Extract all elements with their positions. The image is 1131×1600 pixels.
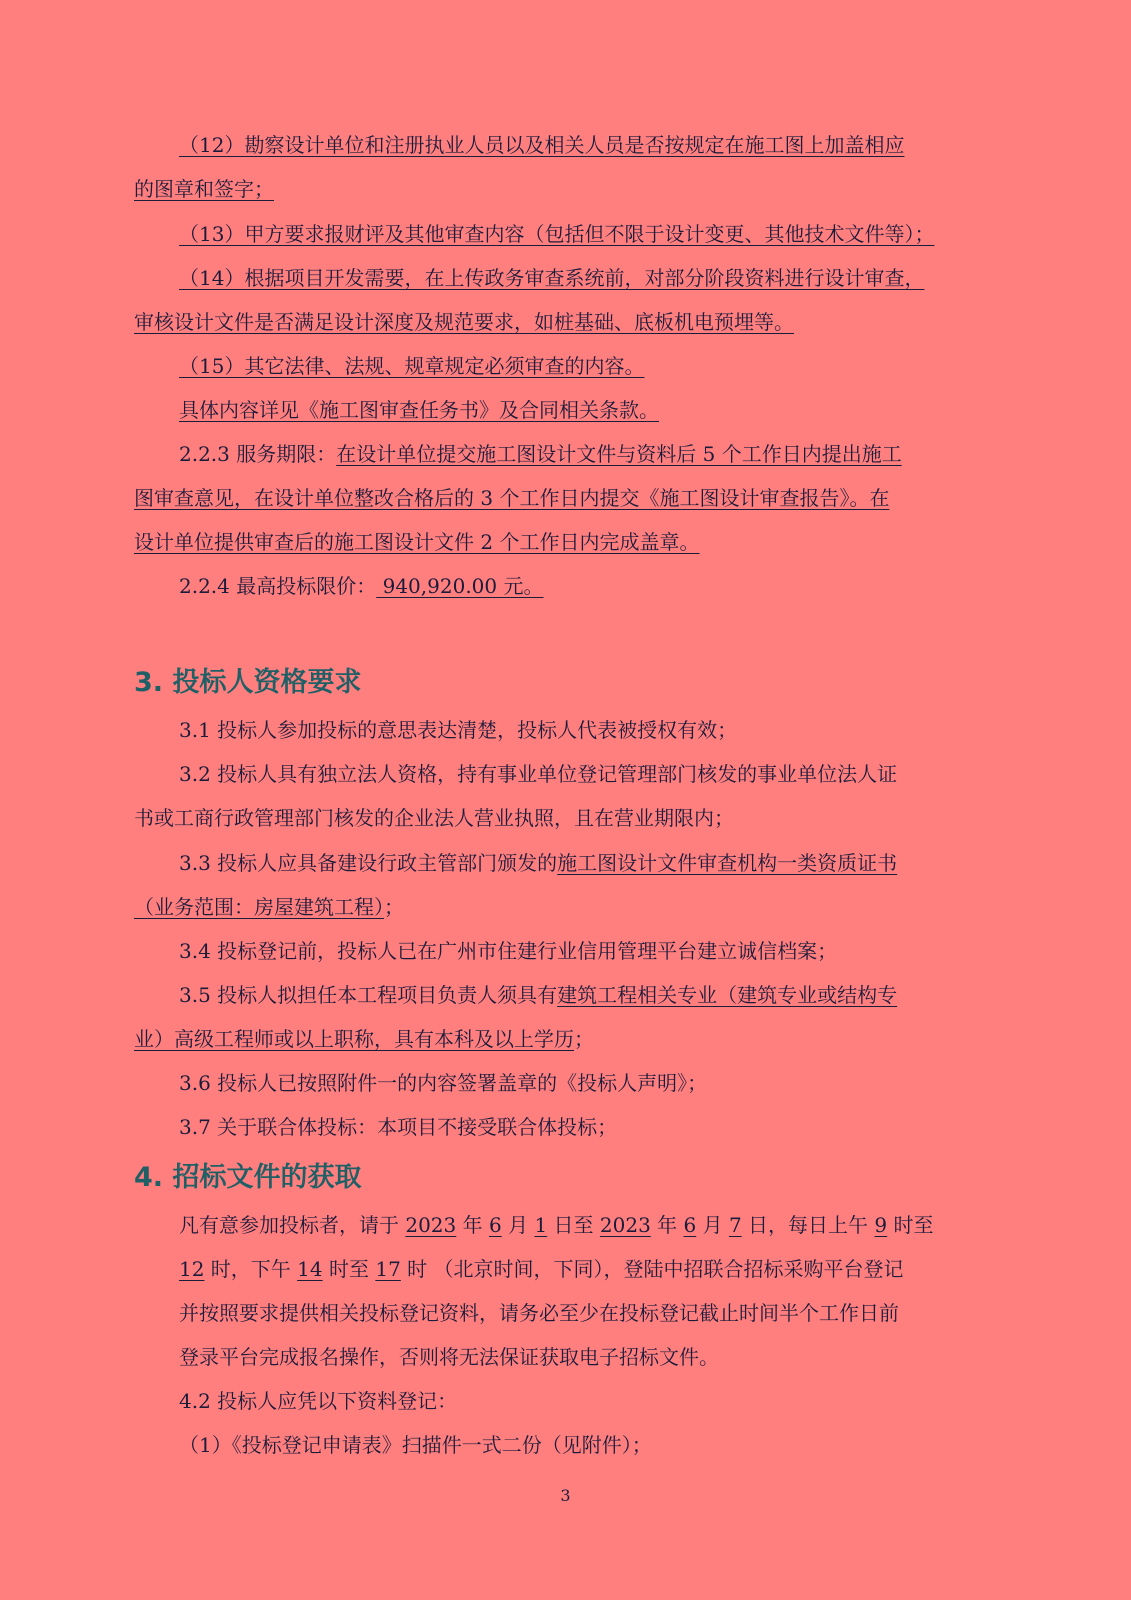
- req-3-6: 3.6 投标人已按照附件一的内容签署盖章的《投标人声明》；: [179, 1071, 708, 1095]
- service-period-line1: 2.2.3 服务期限：在设计单位提交施工图设计文件与资料后 5 个工作日内提出施工: [179, 442, 902, 466]
- req-3-5-line2: 业）高级工程师或以上职称，具有本科及以上学历；: [134, 1027, 594, 1051]
- req-3-7: 3.7 关于联合体投标：本项目不接受联合体投标；: [179, 1115, 618, 1139]
- acquire-line2: 12 时，下午 14 时至 17 时 （北京时间，下同），登陆中招联合招标采购平台登记: [179, 1257, 904, 1281]
- req-3-1: 3.1 投标人参加投标的意思表达清楚，投标人代表被授权有效；: [179, 718, 738, 742]
- req-3-5-line1: 3.5 投标人拟担任本工程项目负责人须具有建筑工程相关专业（建筑专业或结构专: [179, 983, 898, 1007]
- req-4-2-item1: （1）《投标登记申请表》扫描件一式二份（见附件）；: [179, 1433, 652, 1457]
- req-3-2-line2: 书或工商行政管理部门核发的企业法人营业执照，且在营业期限内；: [134, 806, 734, 830]
- req-3-4: 3.4 投标登记前，投标人已在广州市住建行业信用管理平台建立诚信档案；: [179, 939, 838, 963]
- req-3-3-line1: 3.3 投标人应具备建设行政主管部门颁发的施工图设计文件审查机构一类资质证书: [179, 851, 898, 875]
- item-14-line1: （14）根据项目开发需要，在上传政务审查系统前，对部分阶段资料进行设计审查，: [179, 266, 925, 290]
- service-period-line2: 图审查意见，在设计单位整改合格后的 3 个工作日内提交《施工图设计审查报告》。在: [134, 486, 890, 510]
- item-15: （15）其它法律、法规、规章规定必须审查的内容。: [179, 354, 645, 378]
- section4-heading: 4. 招标文件的获取: [134, 1162, 362, 1193]
- req-3-2-line1: 3.2 投标人具有独立法人资格，持有事业单位登记管理部门核发的事业单位法人证: [179, 762, 898, 786]
- section3-heading: 3. 投标人资格要求: [134, 667, 362, 698]
- item-14-line2: 审核设计文件是否满足设计深度及规范要求，如桩基础、底板机电预埋等。: [134, 310, 794, 334]
- max-bid-price: 2.2.4 最高投标限价： 940,920.00 元。: [179, 574, 544, 598]
- req-3-3-line2: （业务范围：房屋建筑工程）；: [134, 895, 404, 919]
- item-12-line2: 的图章和签字；: [134, 177, 274, 201]
- item-13: （13）甲方要求报财评及其他审查内容（包括但不限于设计变更、其他技术文件等）；: [179, 222, 935, 246]
- acquire-line3: 并按照要求提供相关投标登记资料，请务必至少在投标登记截止时间半个工作日前: [179, 1301, 899, 1325]
- detail-note: 具体内容详见《施工图审查任务书》及合同相关条款。: [179, 398, 659, 422]
- req-4-2: 4.2 投标人应凭以下资料登记：: [179, 1389, 458, 1413]
- page-number: 3: [560, 1486, 571, 1505]
- service-period-line3: 设计单位提供审查后的施工图设计文件 2 个工作日内完成盖章。: [134, 530, 700, 554]
- acquire-line1: 凡有意参加投标者，请于 2023 年 6 月 1 日至 2023 年 6 月 7 日，每日上午 9 时至: [179, 1213, 934, 1237]
- acquire-line4: 登录平台完成报名操作，否则将无法保证获取电子招标文件。: [179, 1345, 719, 1369]
- item-12-line1: （12）勘察设计单位和注册执业人员以及相关人员是否按规定在施工图上加盖相应: [179, 133, 905, 157]
